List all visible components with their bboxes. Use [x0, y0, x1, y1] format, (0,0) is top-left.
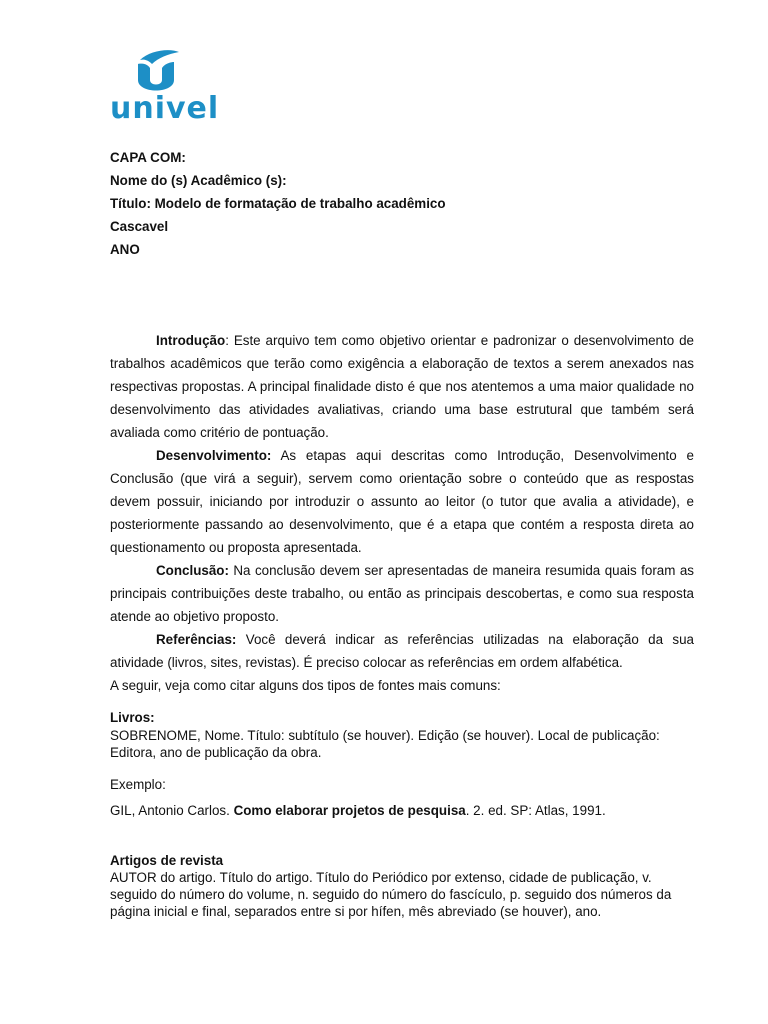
conclusao-label: Conclusão: [156, 563, 229, 578]
univel-logo-icon [132, 50, 182, 96]
intro-label: Introdução [156, 333, 226, 348]
main-text [110, 329, 694, 697]
cover-line: Cascavel [110, 219, 169, 234]
exemplo-label-text: Exemplo: [110, 777, 166, 792]
intro-paragraph [110, 329, 694, 444]
referencias-text: Você deverá indicar as referências utilizadas na elaboração da sua atividade (livros, sites, revistas). É preciso colocar as referências em ordem alfabética. [110, 632, 694, 670]
referencias-paragraph [110, 628, 694, 674]
desenvolvimento-label: Desenvolvimento: [156, 448, 272, 463]
artigos-text: AUTOR do artigo. Título do artigo. Título do Periódico por extenso, cidade de publicação, v. seguido do número do volume, n. seguido do número do fascículo, p. seguido dos números da página inicial e final, separados entre si por hífen, mês abreviado (se houver), ano. [110, 870, 672, 919]
artigos-heading: Artigos de revista [110, 853, 224, 868]
conclusao-text: Na conclusão devem ser apresentadas de maneira resumida quais foram as principais contribuições deste trabalho, ou então as principais descobertas, e como sua resposta atende ao objetivo proposto. [110, 563, 694, 624]
cover-line: Título: Modelo de formatação de trabalho acadêmico [110, 196, 446, 211]
exemplo-label [110, 776, 700, 793]
desenvolvimento-text: As etapas aqui descritas como Introdução, Desenvolvimento e Conclusão (que virá a seguir), servem como orientação sobre o conteúdo que as respostas devem possuir, iniciando por introduzir o assunto ao leitor (o tutor que avalia a atividade), e posteriormente passando ao desenvolvimento, que é a etapa que contém a resposta direta ao questionamento ou proposta apresentada. [110, 448, 694, 555]
cover-block [110, 146, 446, 261]
exemplo-author: GIL, Antonio Carlos. [110, 803, 234, 818]
exemplo-title: Como elaborar projetos de pesquisa [233, 803, 466, 818]
exemplo-rest: . 2. ed. SP: Atlas, 1991. [465, 803, 606, 818]
artigos-section [110, 852, 700, 920]
seguir-line: A seguir, veja como citar alguns dos tipos de fontes mais comuns: [110, 678, 501, 693]
univel-logo [110, 50, 220, 130]
livros-section [110, 709, 700, 761]
referencias-label: Referências: [156, 632, 237, 647]
livros-text: SOBRENOME, Nome. Título: subtítulo (se houver). Edição (se houver). Local de publicação: Editora, ano de publicação da obra. [110, 728, 660, 760]
cover-line: CAPA COM: [110, 150, 186, 165]
intro-text: : Este arquivo tem como objetivo orientar e padronizar o desenvolvimento de trabalhos acadêmicos que terão como exigência a elaboração de textos a serem anexados nas respectivas propostas. A principal finalidade disto é que nos atentemos a uma maior qualidade no desenvolvimento das atividades avaliativas, criando uma base estrutural que também será avaliada como critério de pontuação. [110, 333, 694, 440]
cover-line: ANO [110, 242, 140, 257]
logo-wordmark: univel [110, 91, 220, 126]
exemplo-citation [110, 802, 700, 819]
conclusao-paragraph [110, 559, 694, 628]
livros-heading: Livros: [110, 710, 155, 725]
cover-line: Nome do (s) Acadêmico (s): [110, 173, 287, 188]
desenvolvimento-paragraph [110, 444, 694, 559]
